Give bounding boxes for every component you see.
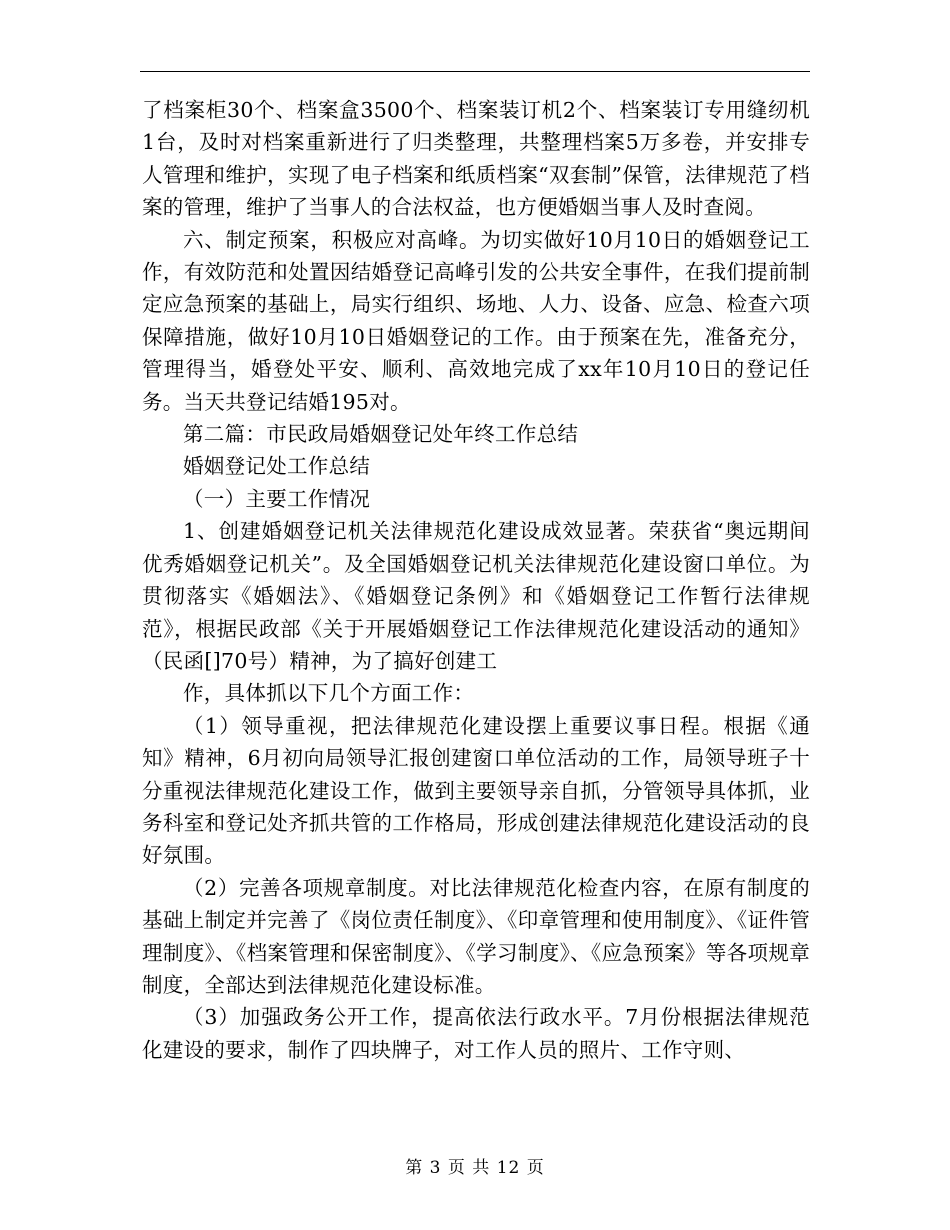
paragraph-main-work-heading: （一）主要工作情况 xyxy=(183,486,371,511)
paragraph-part-two-title: 第二篇：市民政局婚姻登记处年终工作总结 xyxy=(183,422,579,447)
paragraph-subitem-one: （1）领导重视，把法律规范化建设摆上重要议事日程。根据《通知》精神，6月初向局领导汇报创建窗口单位活动的工作，局领导班子十分重视法律规范化建设工作，做到主要领导亲自抓，分管领导具体抓，业务科室和登记处齐抓共管的工作格局，形成创建法律规范化建设活动的良好氛围。 xyxy=(142,713,810,868)
paragraph-subitem-three: （3）加强政务公开工作，提高依法行政水平。7月份根据法律规范化建设的要求，制作了四块牌子，对工作人员的照片、工作守则、 xyxy=(142,1005,810,1062)
paragraph-archive-continuation: 了档案柜30个、档案盒3500个、档案装订机2个、档案装订专用缝纫机1台，及时对档案重新进行了归类整理，共整理档案5万多卷，并安排专人管理和维护，实现了电子档案和纸质档案“双套制”保管，法律规范了档案的管理，维护了当事人的合法权益，也方便婚姻当事人及时查阅。 xyxy=(142,98,810,220)
page-number: 第 3 页 共 12 页 xyxy=(405,1158,545,1178)
document-body xyxy=(142,94,810,1066)
paragraph-section-six: 六、制定预案，积极应对高峰。为切实做好10月10日的婚姻登记工作，有效防范和处置因结婚登记高峰引发的公共安全事件，在我们提前制定应急预案的基础上，局实行组织、场地、人力、设备、应急、检查六项保障措施，做好10月10日婚姻登记的工作。由于预案在先，准备充分，管理得当，婚登处平安、顺利、高效地完成了xx年10月10日的登记任务。当天共登记结婚195对。 xyxy=(142,227,810,414)
paragraph-summary-title: 婚姻登记处工作总结 xyxy=(183,454,371,479)
paragraph-subitem-two: （2）完善各项规章制度。对比法律规范化检查内容，在原有制度的基础上制定并完善了《岗位责任制度》、《印章管理和使用制度》、《证件管理制度》、《档案管理和保密制度》、《学习制度》、《应急预案》等各项规章制度，全部达到法律规范化建设标准。 xyxy=(142,875,810,997)
paragraph-item-one-continuation: 作，具体抓以下几个方面工作： xyxy=(183,681,475,706)
paragraph-item-one: 1、创建婚姻登记机关法律规范化建设成效显著。荣获省“奥远期间优秀婚姻登记机关”。及全国婚姻登记机关法律规范化建设窗口单位。为贯彻落实《婚姻法》、《婚姻登记条例》和《婚姻登记工作暂行法律规范》，根据民政部《关于开展婚姻登记工作法律规范化建设活动的通知》（民函[]70号）精神，为了搞好创建工 xyxy=(142,519,810,673)
header-rule xyxy=(140,71,810,72)
